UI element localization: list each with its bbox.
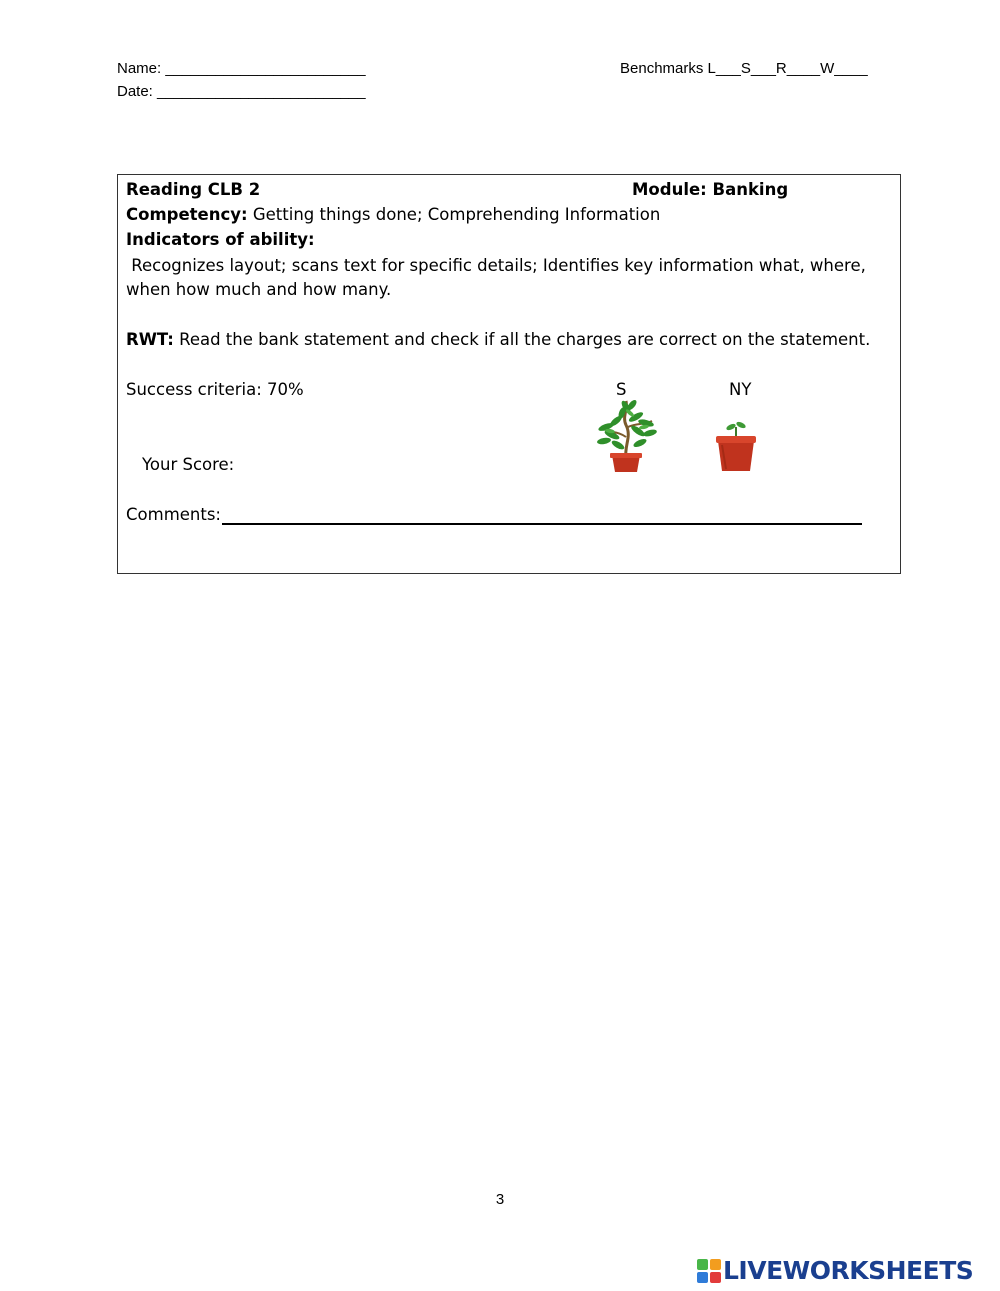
comments-input-line	[222, 523, 862, 525]
seedling-pot-icon	[714, 419, 758, 473]
name-field-line: Name: ________________________	[117, 60, 366, 77]
indicators-text-line1: Recognizes layout; scans text for specific details; Identifies key information what, where,	[126, 256, 866, 275]
competency-row	[126, 205, 660, 224]
score-label: Your Score:	[142, 455, 235, 474]
ny-label: NY	[729, 380, 752, 399]
rwt-row	[126, 330, 870, 349]
success-criteria: Success criteria: 70%	[126, 380, 304, 399]
rwt-text: Read the bank statement and check if all the charges are correct on the statement.	[173, 330, 871, 349]
indicators-heading: Indicators of ability:	[126, 230, 315, 249]
benchmarks-field-line: Benchmarks L___S___R____W____	[620, 60, 868, 77]
competency-text: Getting things done; Comprehending Information	[247, 205, 661, 224]
comments-label: Comments:	[126, 505, 221, 524]
date-field-line: Date: _________________________	[117, 83, 366, 100]
s-label: S	[616, 380, 627, 399]
assessment-box	[117, 174, 901, 574]
grown-plant-icon	[596, 397, 660, 473]
liveworksheets-logo-icon	[697, 1259, 721, 1283]
competency-label: Competency:	[126, 205, 248, 224]
page-number: 3	[495, 1191, 505, 1208]
module-label: Module: Banking	[632, 180, 789, 199]
brand-wordmark: LIVEWORKSHEETS	[723, 1256, 974, 1285]
rwt-label: RWT:	[126, 330, 174, 349]
indicators-text-line2: when how much and how many.	[126, 280, 392, 299]
assessment-title: Reading CLB 2	[126, 180, 261, 199]
